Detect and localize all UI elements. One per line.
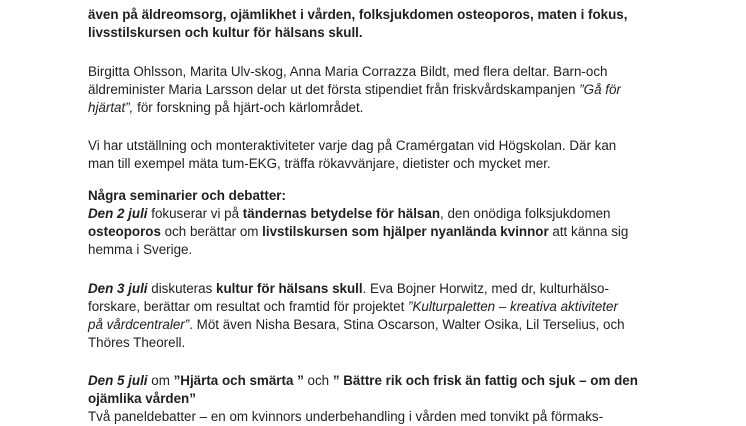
participants-line-2: äldreminister Maria Larsson delar ut det första stipendiet från friskvårdskampanjen ”Gå för [88,82,621,97]
seminars-day3-paragraph [88,280,688,352]
day2-line-2: osteoporos och berättar om livstilskursen som hjälper nyanlända kvinnor att känna sig [88,224,629,239]
day2-line-3: hemma i Sverige. [88,242,193,257]
intro-line-1: även på äldreomsorg, ojämlikhet i vården, folksjukdomen osteoporos, maten i fokus, [88,7,628,22]
day3-line-4: Thöres Theorell. [88,335,186,350]
participants-line-1: Birgitta Ohlsson, Marita Ulv-skog, Anna Maria Corrazza Bildt, med flera deltar. Barn-och [88,64,608,79]
seminars-day2-paragraph [88,187,688,259]
day2-date: Den 2 juli [88,206,148,221]
day2-line-1: Den 2 juli fokuserar vi på tändernas betydelse för hälsan, den onödiga folksjukdomen [88,206,611,221]
exhibition-line-2: man till exempel mäta tum-EKG, träffa rökavvänjare, dietister och mycket mer. [88,156,551,171]
intro-paragraph [88,6,688,42]
campaign-name-end: hjärtat”, [88,100,134,115]
intro-line-2: livsstilskursen och kultur för hälsans skull. [88,25,363,40]
exhibition-paragraph [88,137,688,173]
seminars-day5-paragraph [88,372,688,426]
participants-paragraph [88,63,688,117]
day3-line-2: forskare, berättar om resultat och framtid för projektet ”Kulturpaletten – kreativa aktiviteter [88,299,618,314]
day3-line-3: på vårdcentraler”. Möt även Nisha Besara, Stina Oscarson, Walter Osika, Lil Terselius, och [88,317,625,332]
day3-line-1: Den 3 juli diskuteras kultur för hälsans skull. Eva Bojner Horwitz, med dr, kulturhälso- [88,281,609,296]
seminars-heading: Några seminarier och debatter: [88,188,286,203]
participants-line-3: hjärtat”, för forskning på hjärt-och kärlområdet. [88,100,364,115]
day5-line-1: Den 5 juli om ”Hjärta och smärta ” och ” Bättre rik och frisk än fattig och sjuk – om den [88,373,638,388]
day5-line-3: Två paneldebatter – en om kvinnors underbehandling i vården med tonvikt på förmaks- [88,409,604,424]
campaign-name: ”Gå för [579,82,621,97]
day5-line-2: ojämlika vården” [88,391,196,406]
exhibition-line-1: Vi har utställning och monteraktiviteter varje dag på Cramérgatan vid Högskolan. Där kan [88,138,617,153]
day3-date: Den 3 juli [88,281,148,296]
day5-date: Den 5 juli [88,373,148,388]
